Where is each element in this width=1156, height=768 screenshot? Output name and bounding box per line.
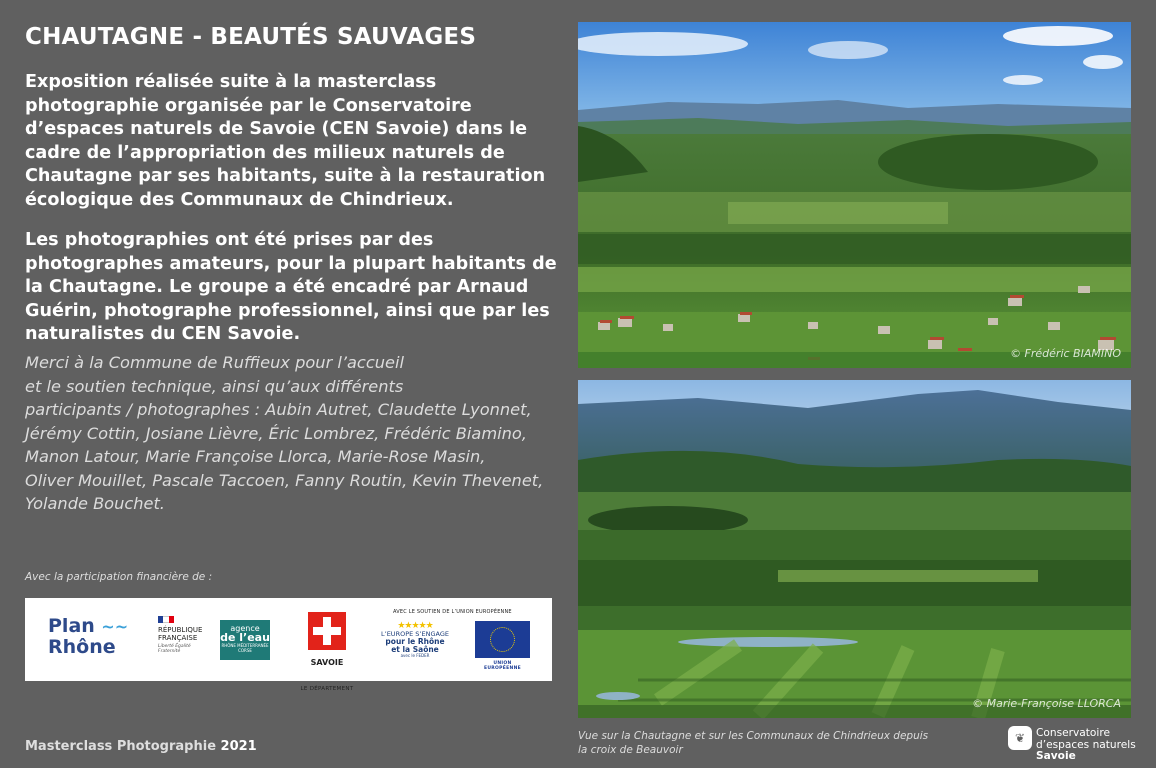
cen-savoie-logo xyxy=(1008,725,1148,765)
savoie-departement-logo xyxy=(297,612,357,692)
eu-rhone-line4: avec le FEDER xyxy=(400,653,430,658)
republique-motto: Liberté Égalité Fraternité xyxy=(158,644,191,654)
cen-line3: Savoie xyxy=(1036,750,1076,762)
agence-line2: de l’eau xyxy=(220,631,270,644)
stars-icon: ★★★★★ xyxy=(397,621,433,631)
footer-prefix: Masterclass Photographie xyxy=(25,739,217,754)
eu-flag-logo xyxy=(475,621,530,671)
savoie-dept: LE DÉPARTEMENT xyxy=(300,686,354,692)
agence-small: RHÔNE MÉDITERRANÉE CORSE xyxy=(221,643,269,653)
republique-line2: FRANÇAISE xyxy=(158,634,198,642)
acknowledgement-line: Oliver Mouillet, Pascale Taccoen, Fanny Routin, Kevin Thevenet, xyxy=(25,470,544,490)
europe-rhone-logo xyxy=(375,623,455,658)
eu-flag-label: UNION EUROPÉENNE xyxy=(483,661,522,671)
photo-credit-bottom: © Marie-Françoise LLORCA xyxy=(972,697,1121,710)
photo-caption xyxy=(578,729,938,757)
financing-label: Avec la participation financière de : xyxy=(25,571,213,583)
republique-francaise-logo xyxy=(158,616,213,654)
plan-rhone-line1: Plan xyxy=(48,615,95,637)
caption-line: la croix de Beauvoir xyxy=(578,744,683,756)
acknowledgement-line: Jérémy Cottin, Josiane Lièvre, Éric Lombrez, Frédéric Biamino, xyxy=(25,423,527,443)
landscape-photo-bottom-image xyxy=(578,380,1131,718)
republique-line1: RÉPUBLIQUE xyxy=(158,626,203,634)
acknowledgement-line: et le soutien technique, ainsi qu’aux différents xyxy=(25,376,404,396)
wave-icon: ∼∼ xyxy=(101,617,129,636)
acknowledgements xyxy=(25,351,570,516)
intro-paragraph: Exposition réalisée suite à la masterclass photographie organisée par le Conservatoire d’espaces naturels de Savoie (CEN Savoie) dans le cadre de l’appropriation des milieux naturels de Chautagne par ses habitants, suite à la restauration écologique des Communaux de Chindrieux. xyxy=(25,72,546,210)
agence-de-l-eau-logo xyxy=(220,620,270,660)
acknowledgement-line: Merci à la Commune de Ruffieux pour l’accueil xyxy=(25,353,404,372)
savoie-name: SAVOIE xyxy=(310,658,344,667)
eu-rhone-line2: pour le Rhône xyxy=(385,637,445,646)
eu-support-label: AVEC LE SOUTIEN DE L’UNION EUROPÉENNE xyxy=(393,609,512,615)
acknowledgement-line: Yolande Bouchet. xyxy=(25,494,165,513)
eu-flag-icon xyxy=(475,621,530,658)
landscape-photo-bottom xyxy=(578,380,1131,718)
acknowledgement-line: Manon Latour, Marie Françoise Llorca, Marie-Rose Masin, xyxy=(25,447,486,466)
caption-line: Vue sur la Chautagne et sur les Communaux de Chindrieux depuis xyxy=(578,730,929,742)
landscape-photo-top xyxy=(578,22,1131,368)
savoie-cross-icon xyxy=(308,612,346,650)
photo-credit-top: © Frédéric BIAMINO xyxy=(1010,347,1121,360)
cen-line1: Conservatoire xyxy=(1036,727,1110,739)
cen-line2: d’espaces naturels xyxy=(1036,738,1136,751)
partner-logos-panel xyxy=(25,598,552,692)
landscape-photo-top-image xyxy=(578,22,1131,368)
plan-rhone-line2: Rhône xyxy=(48,636,116,658)
page-title: CHAUTAGNE - BEAUTÉS SAUVAGES xyxy=(25,24,477,50)
eu-rhone-line3: et la Saône xyxy=(391,644,439,654)
acknowledgement-line: participants / photographes : Aubin Autret, Claudette Lyonnet, xyxy=(25,400,532,419)
photographers-paragraph: Les photographies ont été prises par des photographes amateurs, pour la plupart habitants de la Chautagne. Le groupe a été encadré par Arnaud Guérin, photographe professionnel, ainsi que par les naturalistes du CEN Savoie. xyxy=(25,230,557,344)
french-flag-icon xyxy=(158,616,174,623)
eu-rhone-line1: L’EUROPE S’ENGAGE xyxy=(381,629,449,638)
plan-rhone-logo xyxy=(48,616,132,658)
footer-title xyxy=(25,739,257,754)
cen-emblem-icon: ❦ xyxy=(1008,726,1032,750)
footer-year: 2021 xyxy=(220,739,257,754)
agence-line1: agence xyxy=(230,624,260,633)
